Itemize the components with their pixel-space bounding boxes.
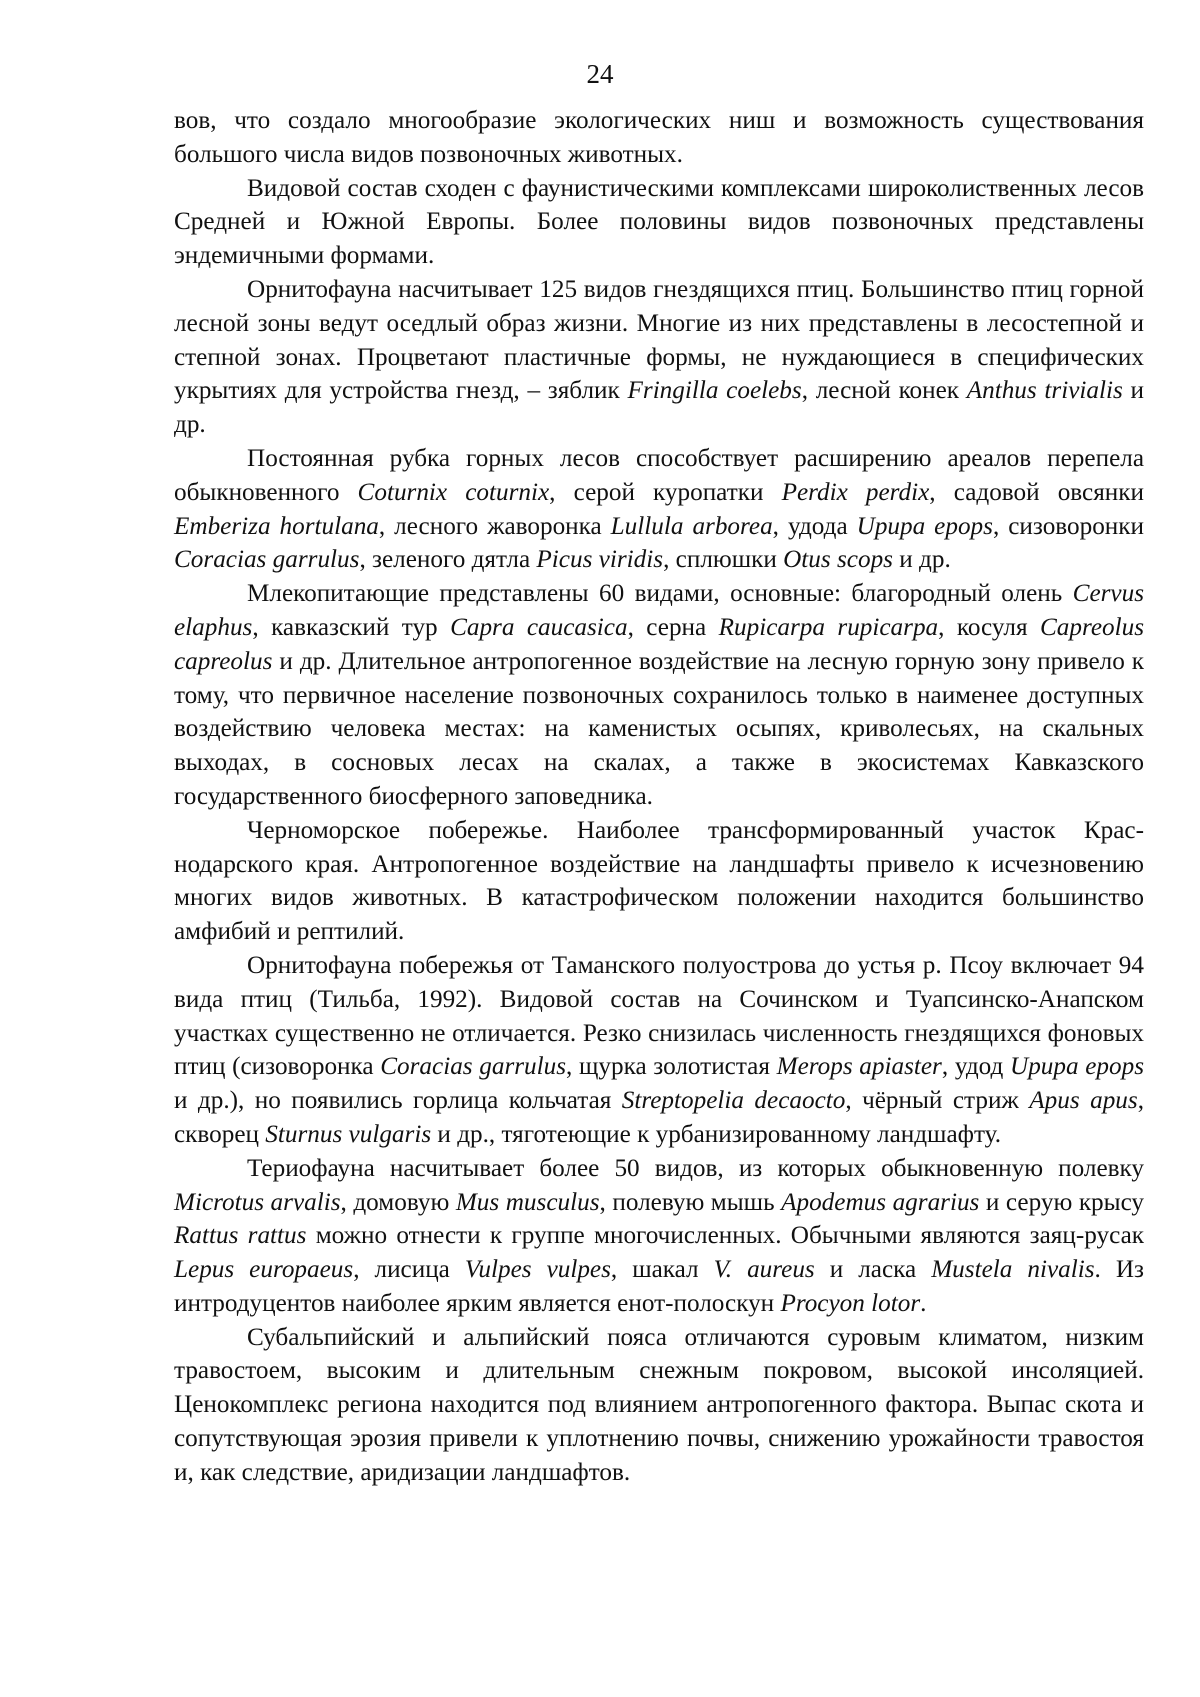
species-name: Coturnix coturnix [357, 478, 550, 506]
species-name: Coracias garrulus [174, 546, 360, 574]
paragraph-text: , удод [941, 1053, 1010, 1081]
paragraph-text: , домовую [340, 1188, 456, 1216]
paragraph-text: , кавказский тур [252, 613, 451, 641]
species-name: V. aureus [713, 1256, 815, 1284]
page-number: 24 [586, 59, 614, 89]
paragraph-text: Видовой состав сходен с фаунистическими комплексами широколиственных лесов Средней и Южной Европы. Более половины видов позвоночных представлены эндемичными формами. [174, 174, 1144, 270]
paragraph-text: , лисица [353, 1256, 465, 1284]
species-name: Fringilla coelebs [627, 377, 802, 405]
paragraph-text: , полевую мышь [599, 1188, 782, 1216]
paragraph-text: , скворец [174, 1087, 1144, 1148]
species-name: Procyon lotor [780, 1289, 921, 1317]
paragraph-text: , чёрный стриж [845, 1087, 1030, 1115]
paragraph-text: , щурка золотистая [566, 1053, 777, 1081]
species-name: Capra caucasica [450, 613, 628, 641]
paragraph-text: , садовой овсянки [929, 478, 1144, 506]
paragraph [174, 442, 1144, 577]
paragraph-text: , удода [772, 512, 857, 540]
species-name: Lullula arborea [610, 512, 773, 540]
paragraph-text: , сизоворонки [992, 512, 1144, 540]
paragraph-text: Орнитофауна насчитывает 125 видов гнездящихся птиц. Большинство птиц горной лесной зоны ведут оседлый образ жизни. Многие из них представлены в лесостепной и степной зонах. Процветают пластичные формы, не нуждающиеся в специфических укрытиях для устройства гнезд, – зяблик [174, 275, 1144, 405]
paragraph-text: , косуля [938, 613, 1040, 641]
paragraph-text: Субальпийский и альпийский пояса отличаются суровым климатом, низким травостоем, высоким и длительным снежным покровом, высокой инсоляцией. Ценокомплекс региона находится под влиянием антропогенного фактора. Выпас скота и сопутствующая эрозия привели к уплотнению почвы, снижению урожайности травостоя и, как следствие, аридизации ландшафтов. [174, 1323, 1144, 1486]
paragraph-text: , лесного жаворонка [378, 512, 611, 540]
paragraph [174, 949, 1144, 1152]
paragraph-text: . [920, 1289, 927, 1317]
species-name: Microtus arvalis [174, 1188, 341, 1216]
paragraph-text: , зеленого дятла [359, 546, 537, 574]
paragraph-text: и др., тяготеющие к урбанизированному ландшафту. [431, 1120, 1001, 1148]
paragraph-text: и ласка [814, 1256, 932, 1284]
species-name: Emberiza hortulana [174, 512, 379, 540]
species-name: Lepus europaeus [174, 1256, 354, 1284]
species-name: Merops apiaster [776, 1053, 942, 1081]
species-name: Mus musculus [455, 1188, 600, 1216]
body-text [174, 104, 1144, 1490]
paragraph-text: и др. Длительное антропогенное воздействие на лесную горную зону привело к тому, что первичное население позвоночных сохранилось только в наименее доступных воздействию человека местах: на каменистых осыпях, криволесьях, на скальных выходах, в сосновых лесах на скалах, а также в экосистемах Кавказского государственного биосферного заповедника. [174, 647, 1144, 810]
species-name: Upupa epops [1010, 1053, 1144, 1081]
paragraph [174, 577, 1144, 814]
paragraph-text: и др.), но появились горлица кольчатая [174, 1087, 622, 1115]
species-name: Vulpes vulpes [464, 1256, 611, 1284]
paragraph [174, 814, 1144, 949]
species-name: Upupa epops [856, 512, 993, 540]
species-name: Cervus elaphus [174, 580, 1144, 641]
paragraph-text: . Из интродуцентов наиболее ярким является енот-полоскун [174, 1256, 1144, 1317]
species-name: Rupicarpa rupicarpa [718, 613, 939, 641]
species-name: Coracias garrulus [380, 1053, 567, 1081]
paragraph [174, 104, 1144, 172]
species-name: Apus apus [1029, 1087, 1138, 1115]
paragraph-text: и серую крысу [979, 1188, 1145, 1216]
species-name: Sturnus vulgaris [265, 1120, 432, 1148]
species-name: Rattus rattus [174, 1222, 307, 1250]
paragraph-text: , лесной конек [801, 377, 967, 405]
paragraph-text: Орнитофауна побережья от Таманского полуострова до устья р. Псоу включает 94 вида птиц (Тильба, 1992). Видовой состав на Сочинском и Туапсинско-Анапском участках существенно не отличается. Резко снизилась численность гнездящихся фоновых птиц (сизоворонка [174, 951, 1144, 1081]
paragraph-text: , сплюшки [663, 546, 784, 574]
paragraph [174, 1321, 1144, 1490]
species-name: Otus scops [783, 546, 893, 574]
paragraph [174, 1152, 1144, 1321]
paragraph-text: , серна [627, 613, 719, 641]
species-name: Apodemus agrarius [781, 1188, 980, 1216]
species-name: Picus viridis [536, 546, 664, 574]
paragraph-text: можно отнести к группе многочисленных. Обычными являются заяц-русак [306, 1222, 1144, 1250]
species-name: Anthus trivialis [966, 377, 1123, 405]
paragraph-text: , шакал [610, 1256, 714, 1284]
paragraph-text: Млекопитающие представлены 60 видами, основные: благородный олень [247, 580, 1073, 608]
paragraph-text: вов, что создало многообразие экологических ниш и возможность существования большого числа видов позвоночных животных. [174, 107, 1144, 168]
species-name: Capreolus capreolus [174, 613, 1144, 675]
paragraph [174, 172, 1144, 273]
paragraph-text: , серой куропатки [549, 478, 782, 506]
paragraph-text: Постоянная рубка горных лесов способствует расширению ареалов перепела обыкновенного [174, 444, 1144, 506]
paragraph-text: Черноморское побережье. Наиболее трансформированный участок Краснодарского края. Антропогенное воздействие на ландшафты привело к исчезновению многих видов животных. В катастрофическом положении находится большинство амфибий и рептилий. [174, 816, 1144, 946]
species-name: Perdix perdix [781, 478, 930, 506]
species-name: Mustela nivalis [931, 1256, 1095, 1284]
paragraph-text: и др. [174, 377, 1144, 439]
species-name: Streptopelia decaocto [621, 1087, 846, 1115]
paragraph [174, 273, 1144, 442]
paragraph-text: Териофауна насчитывает более 50 видов, из которых обыкновенную полевку [247, 1154, 1144, 1182]
paragraph-text: и др. [892, 546, 951, 574]
